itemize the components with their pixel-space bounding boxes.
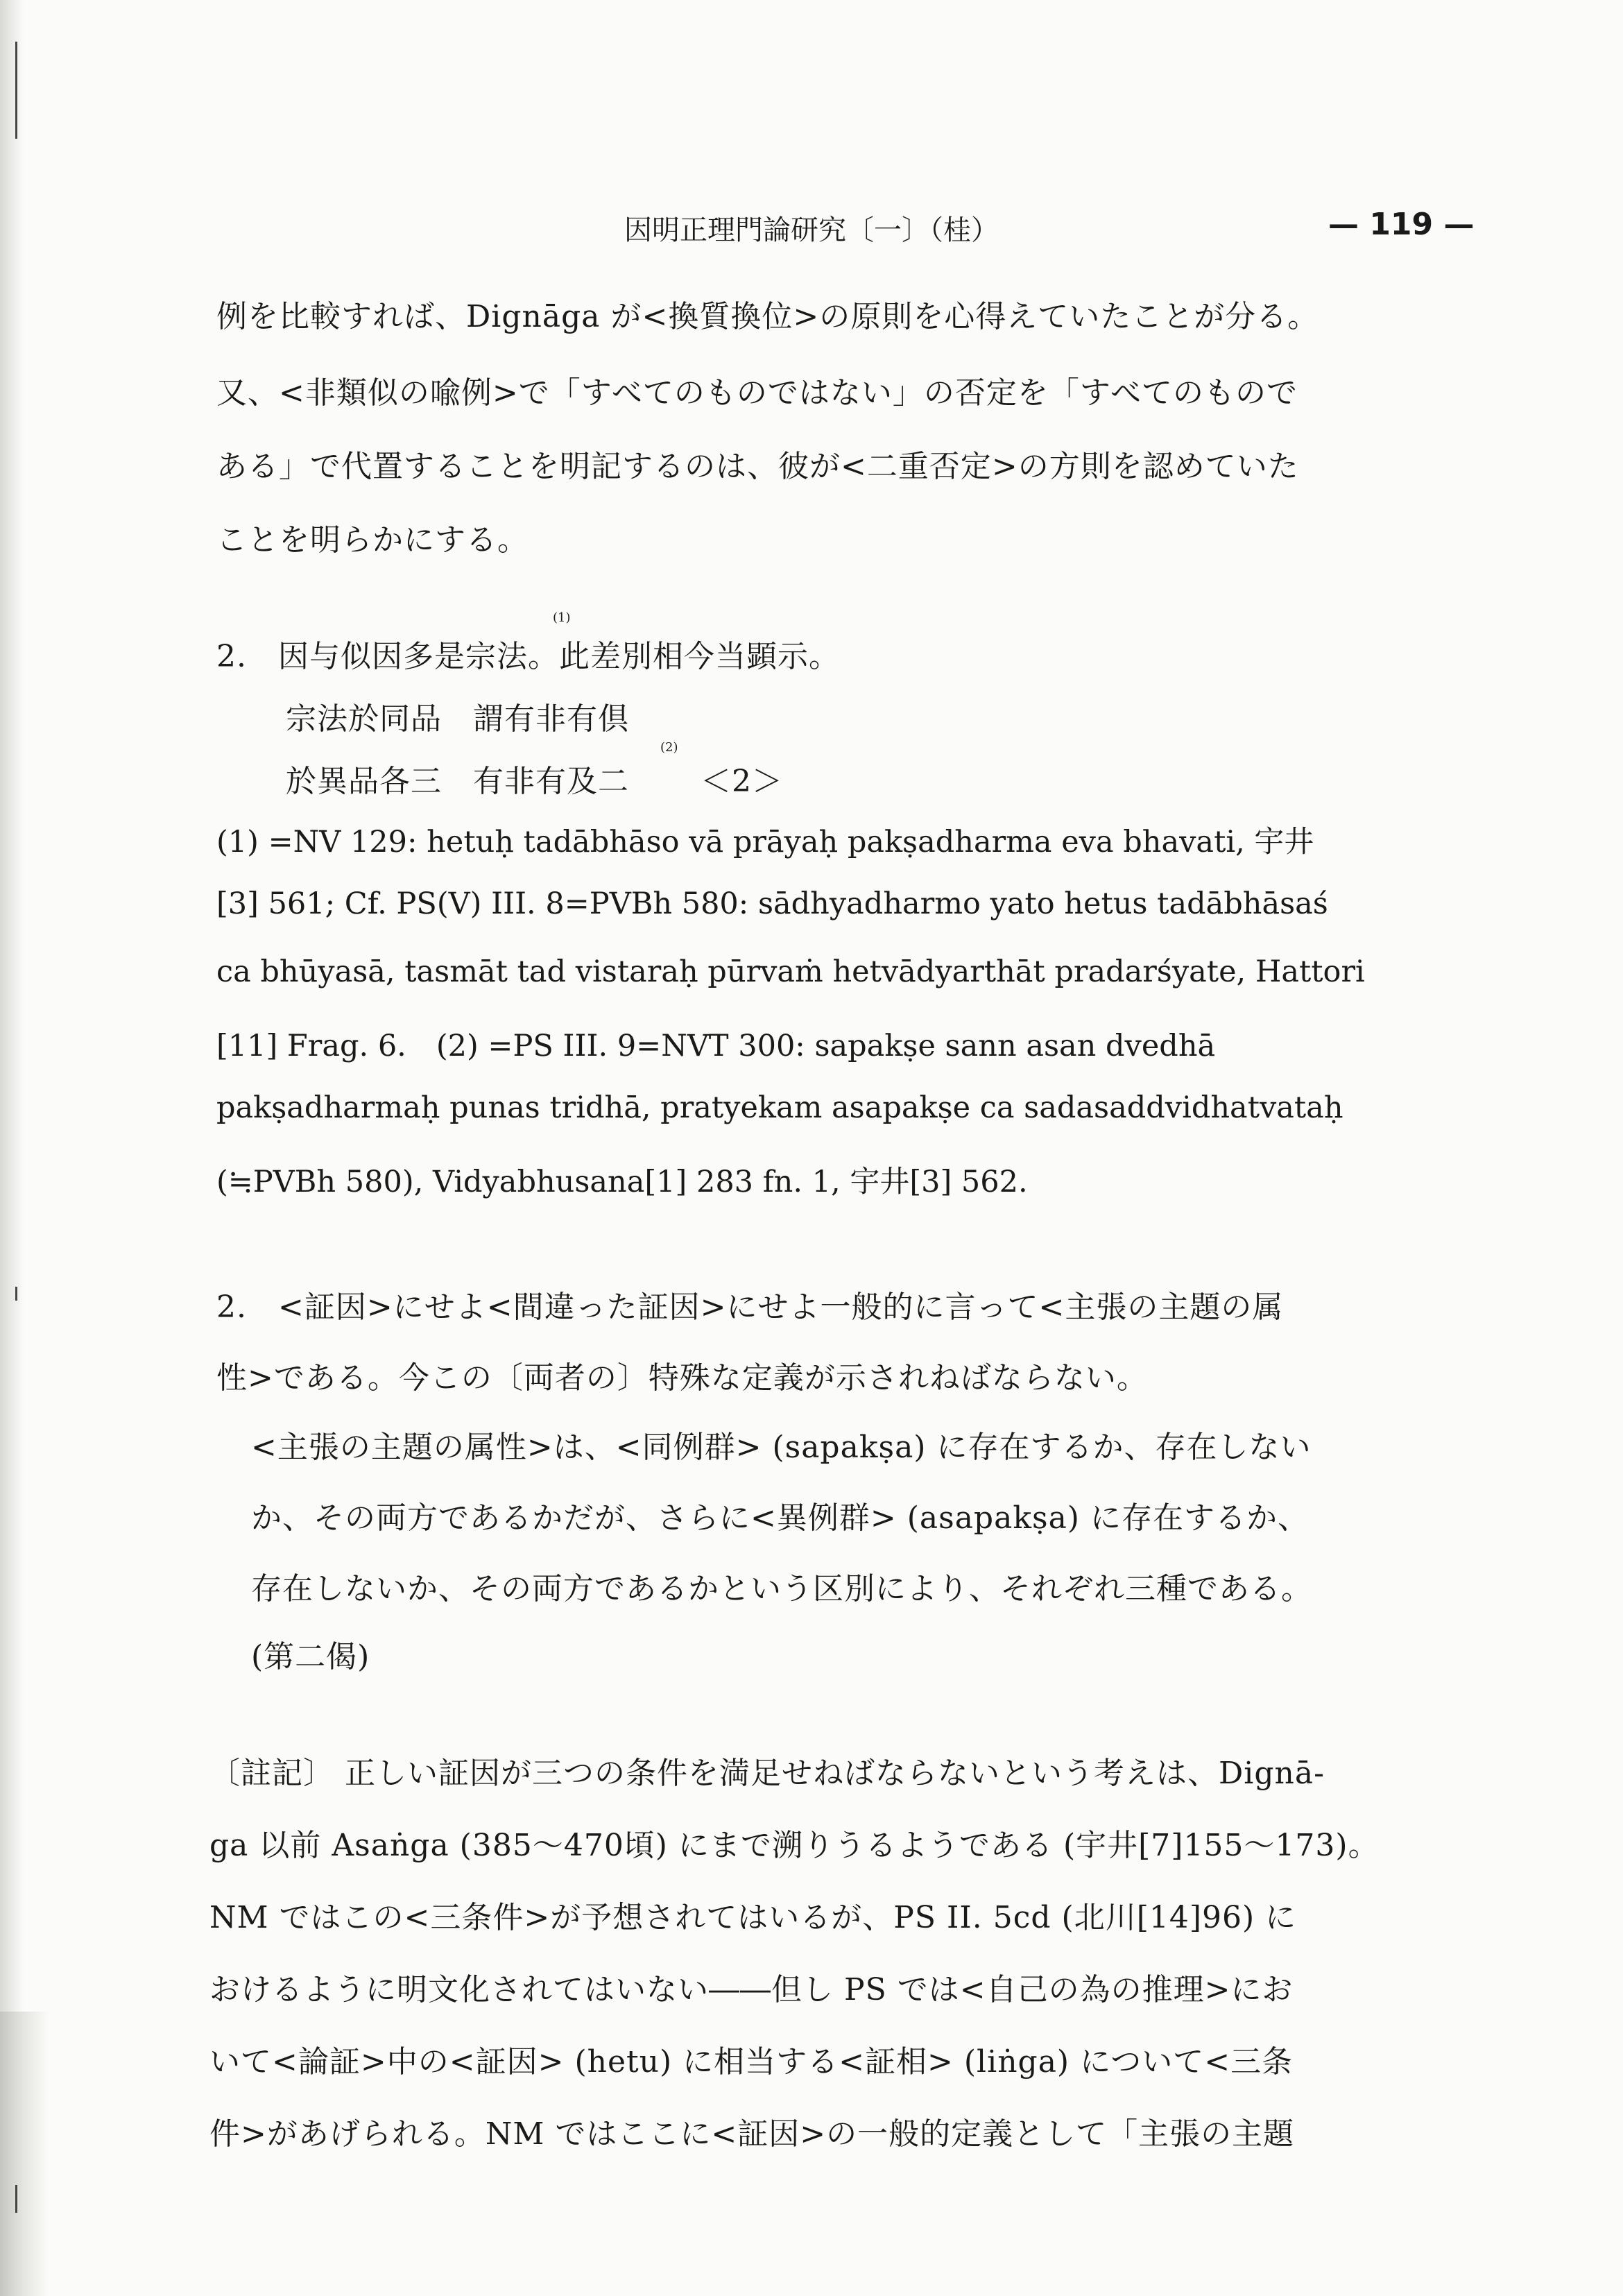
verse-number: ＜2＞ — [701, 764, 783, 799]
running-header-title: 因明正理門論研究〔一〕（桂） — [624, 214, 999, 246]
commentary-line: 件>があげられる。NM ではここに<証因>の一般的定義として「主張の主題 — [209, 2116, 1295, 2152]
scan-shadow-left — [0, 0, 24, 2296]
scan-shadow-bottom-left — [0, 2012, 49, 2296]
footnote-line: (≒PVBh 580), Vidyabhusana[1] 283 fn. 1, 宇井[3] 562. — [216, 1165, 1028, 1199]
commentary-line: 〔註記〕 正しい証因が三つの条件を満足せねばならないという考えは、Dignā- — [209, 1756, 1325, 1791]
footnote-line: [3] 561; Cf. PS(V) III. 8=PVBh 580: sādhyadharmo yato hetus tadābhāsaś — [216, 886, 1328, 921]
paragraph-line: 又、<非類似の喩例>で「すべてのものではない」の否定を「すべてのもので — [216, 375, 1298, 411]
scan-mark — [15, 1287, 17, 1301]
translation-line: (第二偈) — [251, 1639, 370, 1674]
footnote-line: ca bhūyasā, tasmāt tad vistaraḥ pūrvaṁ hetvādyarthāt pradarśyate, Hattori — [216, 954, 1365, 989]
translation-line: 存在しないか、その両方であるかという区別により、それぞれ三種である。 — [251, 1571, 1312, 1607]
commentary-line: ga 以前 Asaṅga (385～470頃) にまで溯りうるようである (宇井[7]155～173)。 — [209, 1828, 1380, 1863]
page-number: — 119 — — [1328, 207, 1475, 242]
verse-line: 2. 因与似因多是宗法。此差別相今当顕示。 — [216, 639, 840, 674]
scan-mark — [15, 2185, 17, 2213]
footnote-line: pakṣadharmaḥ punas tridhā, pratyekam asapakṣe ca sadasaddvidhatvataḥ — [216, 1090, 1343, 1125]
footnote-marker: (2) — [660, 740, 678, 755]
translation-line: <主張の主題の属性>は、<同例群> (sapakṣa) に存在するか、存在しない — [251, 1430, 1312, 1465]
translation-line: 2. <証因>にせよ<間違った証因>にせよ一般的に言って<主張の主題の属 — [216, 1290, 1284, 1325]
commentary-line: いて<論証>中の<証因> (hetu) に相当する<証相> (liṅga) について<三条 — [209, 2044, 1294, 2080]
footnote-marker: (1) — [553, 610, 571, 625]
commentary-line: NM ではこの<三条件>が予想されてはいるが、PS II. 5cd (北川[14]96) に — [209, 1900, 1297, 1935]
footnote-line: [11] Frag. 6. (2) =PS III. 9=NVT 300: sapakṣe sann asan dvedhā — [216, 1029, 1216, 1063]
footnote-line: (1) =NV 129: hetuḥ tadābhāso vā prāyaḥ pakṣadharma eva bhavati, 宇井 — [216, 825, 1314, 859]
translation-line: 性>である。今この〔両者の〕特殊な定義が示されねばならない。 — [216, 1360, 1148, 1396]
scan-mark — [15, 42, 17, 139]
verse-line: 於異品各三 有非有及二 — [286, 764, 629, 799]
verse-line: 宗法於同品 謂有非有倶 — [286, 701, 629, 737]
paragraph-line: ある」で代置することを明記するのは、彼が<二重否定>の方則を認めていた — [216, 449, 1299, 484]
translation-line: か、その両方であるかだが、さらに<異例群> (asapakṣa) に存在するか、 — [251, 1500, 1309, 1536]
paragraph-line: 例を比較すれば、Dignāga が<換質換位>の原則を心得えていたことが分る。 — [216, 299, 1319, 334]
commentary-line: おけるように明文化されてはいない――但し PS では<自己の為の推理>にお — [209, 1972, 1294, 2007]
paragraph-line: ことを明らかにする。 — [216, 522, 529, 558]
